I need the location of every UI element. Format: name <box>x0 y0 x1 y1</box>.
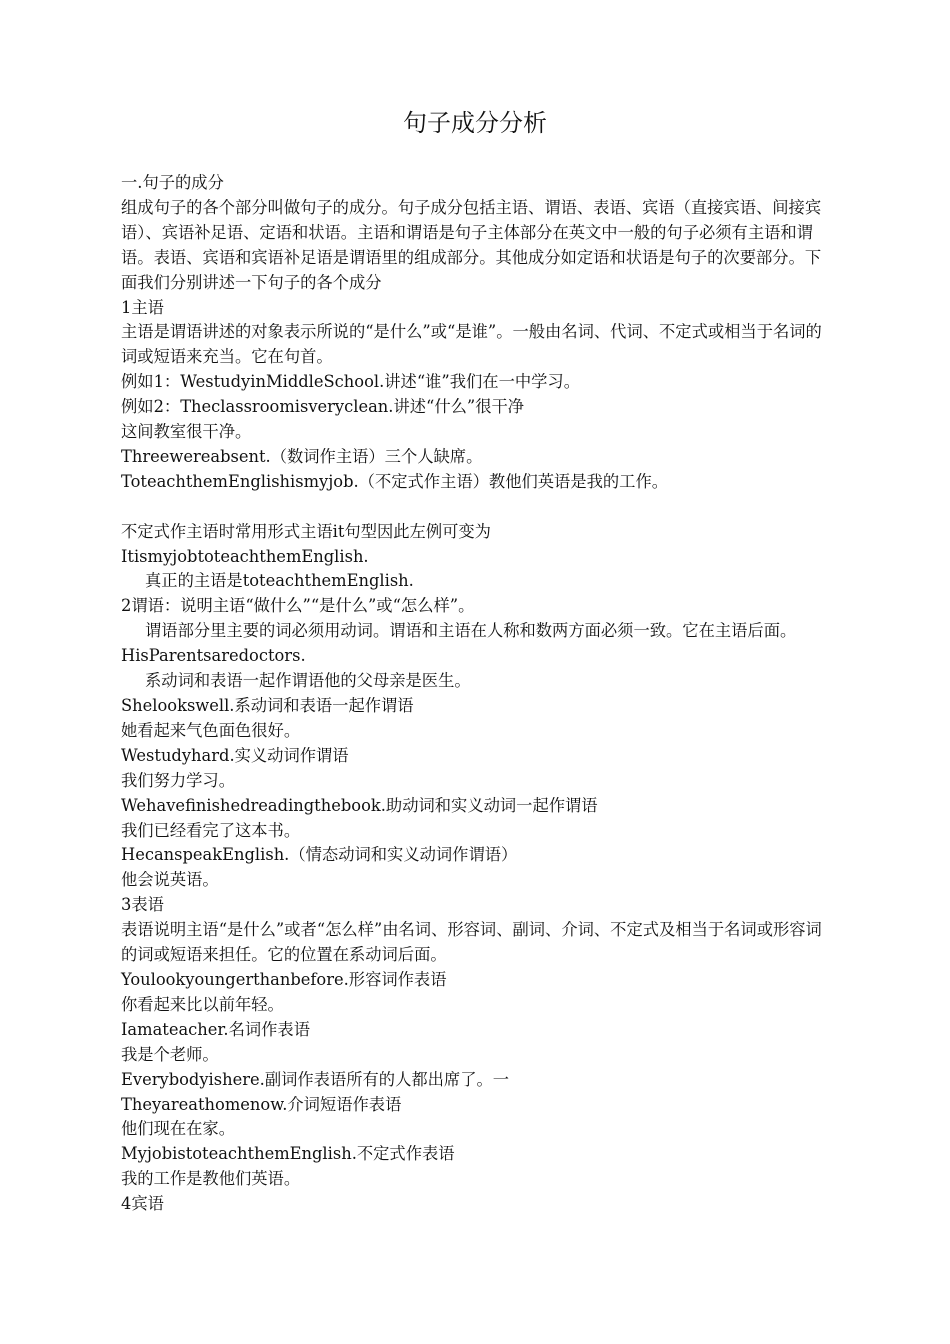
paragraph: 不定式作主语时常用形式主语it句型因此左例可变为 <box>121 521 491 541</box>
example-line: ToteachthemEnglishismyjob.（不定式作主语）教他们英语是我的工作。 <box>121 471 669 491</box>
example-line: MyjobistoteachthemEnglish.不定式作表语 <box>121 1144 455 1164</box>
page-title: 句子成分分析 <box>403 109 547 137</box>
example-line: 他会说英语。 <box>121 870 219 890</box>
paragraph: 谓语部分里主要的词必须用动词。谓语和主语在人称和数两方面必须一致。它在主语后面。 <box>145 621 797 641</box>
example-line: Westudyhard.实义动词作谓语 <box>121 745 349 765</box>
paragraph: 真正的主语是toteachthemEnglish. <box>145 571 414 591</box>
example-line: 我是个老师。 <box>121 1044 219 1064</box>
example-line: Wehavefinishedreadingthebook.助动词和实义动词一起作谓语 <box>121 795 598 815</box>
example-line: ItismyjobtoteachthemEnglish. <box>121 546 369 566</box>
example-line: 例如1：WestudyinMiddleSchool.讲述“谁”我们在一中学习。 <box>121 372 580 392</box>
example-line: HisParentsaredoctors. <box>121 646 306 666</box>
example-line: 你看起来比以前年轻。 <box>121 994 284 1014</box>
example-line: Shelookswell.系动词和表语一起作谓语 <box>121 696 414 716</box>
blank-line <box>121 495 833 520</box>
paragraph: 主语是谓语讲述的对象表示所说的“是什么”或“是谁”。一般由名词、代词、不定式或相当于名词的词或短语来充当。它在句首。 <box>121 322 822 367</box>
example-line: 我们努力学习。 <box>121 770 235 790</box>
example-line: 这间教室很干净。 <box>121 422 252 442</box>
example-line: HecanspeakEnglish.（情态动词和实义动词作谓语） <box>121 845 518 865</box>
paragraph: 组成句子的各个部分叫做句子的成分。句子成分包括主语、谓语、表语、宾语（直接宾语、间接宾语）、宾语补足语、定语和状语。主语和谓语是句子主体部分在英文中一般的句子必须有主语和谓语。表语、宾语和宾语补足语是谓语里的组成部分。其他成分如定语和状语是句子的次要部分。下面我们分别讲述一下句子的各个成分 <box>121 197 822 292</box>
example-line: Everybodyishere.副词作表语所有的人都出席了。一 <box>121 1069 510 1089</box>
subsection-heading: 3表语 <box>121 895 164 915</box>
example-line: Threewereabsent.（数词作主语）三个人缺席。 <box>121 446 483 466</box>
example-line: 她看起来气色面色很好。 <box>121 720 301 740</box>
section-heading: 一.句子的成分 <box>121 173 224 192</box>
example-line: Iamateacher.名词作表语 <box>121 1019 310 1039</box>
subsection-heading: 1主语 <box>121 297 164 317</box>
subsection-heading: 2谓语：说明主语“做什么”“是什么”或“怎么样”。 <box>121 596 475 616</box>
document-body <box>121 171 833 1217</box>
example-line: 我的工作是教他们英语。 <box>121 1169 301 1189</box>
example-line: 例如2：Theclassroomisveryclean.讲述“什么”很干净 <box>121 397 525 417</box>
example-line: 系动词和表语一起作谓语他的父母亲是医生。 <box>145 671 471 691</box>
example-line: 他们现在在家。 <box>121 1119 235 1139</box>
paragraph: 表语说明主语“是什么”或者“怎么样”由名词、形容词、副词、介词、不定式及相当于名词或形容词的词或短语来担任。它的位置在系动词后面。 <box>121 920 822 965</box>
example-line: Theyareathomenow.介词短语作表语 <box>121 1094 402 1114</box>
example-line: Youlookyoungerthanbefore.形容词作表语 <box>121 969 447 989</box>
subsection-heading: 4宾语 <box>121 1194 164 1214</box>
example-line: 我们已经看完了这本书。 <box>121 820 301 840</box>
